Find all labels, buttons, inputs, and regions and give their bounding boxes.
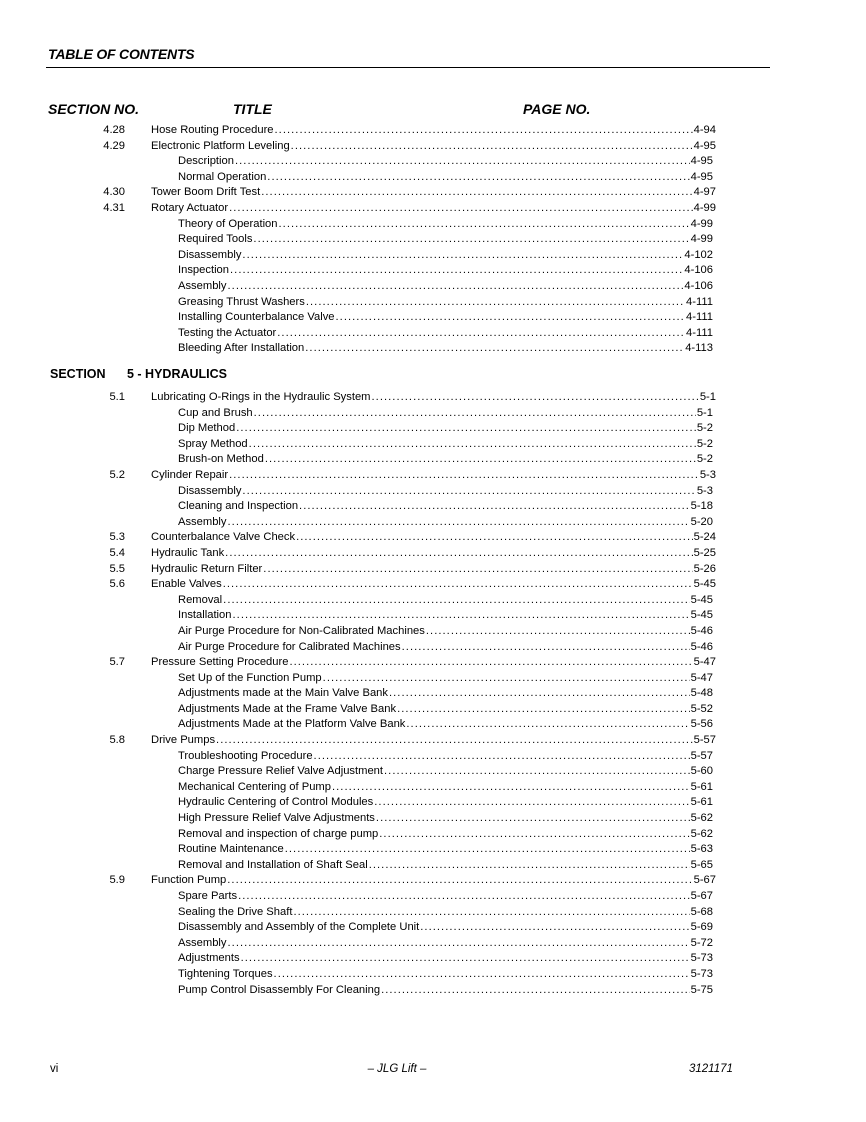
toc-entry-title: Theory of Operation bbox=[178, 217, 278, 230]
toc-dot-leader bbox=[299, 499, 690, 515]
toc-entry-line bbox=[178, 341, 713, 357]
toc-entry-page: 5-1 bbox=[696, 406, 713, 419]
toc-entry[interactable] bbox=[0, 983, 866, 999]
toc-entry-number: 5.5 bbox=[109, 562, 125, 575]
toc-entry[interactable] bbox=[0, 123, 866, 139]
toc-entry-line bbox=[178, 263, 713, 279]
toc-entry-title: Dip Method bbox=[178, 422, 236, 435]
toc-entry-title: Pressure Setting Procedure bbox=[151, 656, 289, 669]
header-rule bbox=[46, 67, 770, 68]
toc-entry[interactable] bbox=[0, 780, 866, 796]
toc-entry-page: 5-52 bbox=[690, 702, 713, 715]
toc-dot-leader bbox=[254, 406, 696, 422]
toc-entry-title: Enable Valves bbox=[151, 578, 222, 591]
toc-entry-title: Cylinder Repair bbox=[151, 468, 229, 481]
toc-entry-title: Inspection bbox=[178, 264, 229, 277]
footer-page-number: vi bbox=[50, 1063, 59, 1075]
toc-entry[interactable] bbox=[0, 232, 866, 248]
toc-entry-title: High Pressure Relief Valve Adjustments bbox=[178, 812, 375, 825]
toc-entry[interactable] bbox=[0, 326, 866, 342]
toc-entry-page: 5-24 bbox=[693, 531, 716, 544]
toc-dot-leader bbox=[369, 858, 690, 874]
footer-document-number: 3121171 bbox=[689, 1063, 733, 1075]
toc-dot-leader bbox=[216, 733, 693, 749]
toc-entry-line bbox=[178, 232, 713, 248]
toc-entry-page: 5-2 bbox=[696, 437, 713, 450]
toc-entry[interactable] bbox=[0, 295, 866, 311]
toc-entry-number: 4.30 bbox=[103, 186, 125, 199]
toc-entry-page: 5-18 bbox=[690, 500, 713, 513]
toc-entry[interactable] bbox=[0, 889, 866, 905]
toc-entry-page: 5-45 bbox=[690, 593, 713, 606]
toc-dot-leader bbox=[267, 170, 689, 186]
toc-dot-leader bbox=[291, 139, 693, 155]
toc-entry[interactable] bbox=[0, 279, 866, 295]
toc-dot-leader bbox=[236, 421, 696, 437]
toc-entry-page: 5-60 bbox=[690, 765, 713, 778]
toc-entry-number: 5.9 bbox=[109, 874, 125, 887]
toc-entry-page: 4-111 bbox=[686, 326, 713, 339]
toc-entry-page: 5-20 bbox=[690, 515, 713, 528]
toc-entry-line bbox=[178, 795, 713, 811]
toc-entry[interactable] bbox=[0, 702, 866, 718]
toc-entry-page: 5-57 bbox=[693, 734, 716, 747]
toc-dot-leader bbox=[426, 624, 690, 640]
toc-dot-leader bbox=[227, 873, 692, 889]
toc-entry[interactable] bbox=[0, 562, 866, 578]
toc-dot-leader bbox=[238, 889, 690, 905]
toc-entry-page: 5-57 bbox=[690, 749, 713, 762]
toc-entry[interactable] bbox=[0, 593, 866, 609]
toc-entry-page: 4-106 bbox=[684, 279, 713, 292]
toc-entry-page: 4-95 bbox=[690, 170, 713, 183]
toc-entry-number: 5.1 bbox=[109, 391, 125, 403]
toc-dot-leader bbox=[228, 936, 690, 952]
toc-dot-leader bbox=[293, 905, 689, 921]
toc-entry[interactable] bbox=[0, 936, 866, 952]
toc-dot-leader bbox=[306, 295, 685, 311]
toc-dot-leader bbox=[277, 326, 685, 342]
toc-dot-leader bbox=[235, 154, 690, 170]
toc-dot-leader bbox=[389, 686, 690, 702]
toc-dot-leader bbox=[253, 232, 689, 248]
toc-entry[interactable] bbox=[0, 686, 866, 702]
toc-entry-line bbox=[178, 842, 713, 858]
toc-entry-line bbox=[178, 515, 713, 531]
toc-entry-page: 5-1 bbox=[699, 391, 716, 403]
toc-dot-leader bbox=[274, 967, 690, 983]
page-header-title: TABLE OF CONTENTS bbox=[48, 46, 195, 62]
toc-entry-title: Lubricating O-Rings in the Hydraulic System bbox=[151, 391, 371, 403]
toc-entry-page: 4-99 bbox=[693, 201, 716, 214]
toc-entry-line bbox=[151, 390, 716, 406]
toc-entry-page: 5-73 bbox=[690, 967, 713, 980]
toc-entry-line bbox=[178, 499, 713, 515]
toc-entry[interactable] bbox=[0, 248, 866, 264]
toc-entry-title: Tightening Torques bbox=[178, 967, 273, 980]
toc-entry-page: 4-94 bbox=[693, 124, 716, 136]
toc-entry-page: 4-99 bbox=[690, 233, 713, 246]
toc-entry-title: Hydraulic Tank bbox=[151, 546, 225, 559]
toc-entry-page: 5-46 bbox=[690, 640, 713, 653]
toc-entry-page: 5-2 bbox=[696, 453, 713, 466]
toc-entry-line bbox=[151, 123, 716, 139]
toc-entry[interactable] bbox=[0, 499, 866, 515]
toc-dot-leader bbox=[332, 780, 690, 796]
toc-entry-line bbox=[178, 437, 713, 453]
toc-entry-page: 5-75 bbox=[690, 983, 713, 996]
toc-entry[interactable] bbox=[0, 905, 866, 921]
toc-entry[interactable] bbox=[0, 437, 866, 453]
toc-dot-leader bbox=[249, 437, 696, 453]
toc-entry-title: Cleaning and Inspection bbox=[178, 500, 299, 513]
toc-entry[interactable] bbox=[0, 655, 866, 671]
toc-entry[interactable] bbox=[0, 608, 866, 624]
toc-entry[interactable] bbox=[0, 390, 866, 406]
toc-entry-title: Required Tools bbox=[178, 233, 253, 246]
toc-dot-leader bbox=[381, 983, 690, 999]
toc-entry-line bbox=[178, 764, 713, 780]
toc-dot-leader bbox=[265, 452, 696, 468]
toc-entry-number: 4.28 bbox=[103, 124, 125, 136]
toc-entry-line bbox=[151, 201, 716, 217]
toc-entry-line bbox=[178, 780, 713, 796]
toc-entry-title: Installation bbox=[178, 609, 232, 622]
toc-list-section-4 bbox=[0, 123, 866, 357]
toc-dot-leader bbox=[223, 577, 693, 593]
toc-entry-page: 4-99 bbox=[690, 217, 713, 230]
toc-entry-title: Drive Pumps bbox=[151, 734, 216, 747]
toc-entry-title: Spare Parts bbox=[178, 890, 238, 902]
toc-entry-line bbox=[178, 295, 713, 311]
toc-entry-title: Brush-on Method bbox=[178, 453, 264, 466]
toc-entry-title: Troubleshooting Procedure bbox=[178, 749, 313, 762]
toc-entry-title: Disassembly and Assembly of the Complete Unit bbox=[178, 921, 420, 934]
toc-entry-title: Assembly bbox=[178, 515, 227, 528]
toc-entry[interactable] bbox=[0, 640, 866, 656]
toc-dot-leader bbox=[372, 390, 699, 406]
toc-entry[interactable] bbox=[0, 967, 866, 983]
toc-dot-leader bbox=[285, 842, 690, 858]
toc-dot-leader bbox=[233, 608, 690, 624]
toc-dot-leader bbox=[275, 123, 693, 139]
toc-entry-line bbox=[151, 873, 716, 889]
toc-dot-leader bbox=[229, 468, 699, 484]
toc-dot-leader bbox=[384, 764, 690, 780]
column-heading-section: SECTION NO. bbox=[48, 101, 140, 117]
toc-entry-page: 5-26 bbox=[693, 562, 716, 575]
toc-entry-page: 5-48 bbox=[690, 687, 713, 700]
toc-entry-line bbox=[178, 858, 713, 874]
toc-entry[interactable] bbox=[0, 341, 866, 357]
toc-entry[interactable] bbox=[0, 421, 866, 437]
toc-entry-page: 5-62 bbox=[690, 812, 713, 825]
toc-entry-line bbox=[178, 326, 713, 342]
column-heading-title: TITLE bbox=[233, 101, 272, 117]
toc-dot-leader bbox=[305, 341, 684, 357]
toc-entry-page: 4-106 bbox=[684, 264, 713, 277]
toc-entry[interactable] bbox=[0, 577, 866, 593]
toc-entry-title: Removal and inspection of charge pump bbox=[178, 827, 379, 840]
toc-entry-page: 4-111 bbox=[686, 295, 713, 308]
toc-entry[interactable] bbox=[0, 873, 866, 889]
toc-entry-title: Hose Routing Procedure bbox=[151, 124, 274, 136]
toc-entry-page: 4-95 bbox=[690, 155, 713, 168]
toc-entry-title: Mechanical Centering of Pump bbox=[178, 780, 331, 793]
toc-entry-line bbox=[178, 811, 713, 827]
toc-dot-leader bbox=[376, 811, 690, 827]
toc-entry-line bbox=[178, 936, 713, 952]
toc-entry-page: 5-3 bbox=[696, 484, 713, 497]
toc-dot-leader bbox=[228, 515, 690, 531]
toc-entry-line bbox=[178, 310, 713, 326]
toc-entry-page: 4-113 bbox=[685, 342, 713, 355]
toc-entry-line bbox=[178, 827, 713, 843]
toc-entry-title: Adjustments made at the Main Valve Bank bbox=[178, 687, 388, 700]
toc-entry-line bbox=[178, 406, 713, 422]
toc-entry-line bbox=[151, 546, 716, 562]
toc-entry-page: 5-46 bbox=[690, 624, 713, 637]
toc-entry[interactable] bbox=[0, 624, 866, 640]
toc-dot-leader bbox=[228, 279, 684, 295]
toc-entry[interactable] bbox=[0, 842, 866, 858]
toc-entry-title: Electronic Platform Leveling bbox=[151, 139, 290, 152]
toc-entry-line bbox=[151, 655, 716, 671]
toc-dot-leader bbox=[336, 310, 686, 326]
toc-entry-page: 5-67 bbox=[690, 890, 713, 902]
toc-entry-title: Rotary Actuator bbox=[151, 201, 229, 214]
toc-entry-line bbox=[151, 185, 716, 201]
toc-entry-title: Disassembly bbox=[178, 484, 242, 497]
toc-entry-title: Tower Boom Drift Test bbox=[151, 186, 261, 199]
toc-entry-line bbox=[178, 983, 713, 999]
toc-entry-title: Hydraulic Centering of Control Modules bbox=[178, 796, 374, 809]
toc-entry[interactable] bbox=[0, 310, 866, 326]
toc-entry-title: Adjustments bbox=[178, 952, 240, 965]
toc-dot-leader bbox=[230, 263, 683, 279]
toc-entry-title: Air Purge Procedure for Calibrated Machines bbox=[178, 640, 401, 653]
toc-entry-page: 5-45 bbox=[693, 578, 716, 591]
toc-entry-title: Description bbox=[178, 155, 234, 168]
toc-entry-title: Testing the Actuator bbox=[178, 326, 277, 339]
toc-entry[interactable] bbox=[0, 263, 866, 279]
toc-entry-page: 4-111 bbox=[686, 311, 713, 324]
toc-entry-line bbox=[151, 530, 716, 546]
toc-dot-leader bbox=[263, 562, 692, 578]
toc-entry-line bbox=[151, 562, 716, 578]
toc-entry-title: Removal and Installation of Shaft Seal bbox=[178, 858, 368, 871]
toc-entry-line bbox=[178, 920, 713, 936]
toc-entry[interactable] bbox=[0, 951, 866, 967]
toc-entry-title: Function Pump bbox=[151, 874, 227, 887]
toc-entry-title: Air Purge Procedure for Non-Calibrated Machines bbox=[178, 624, 425, 637]
toc-entry-line bbox=[178, 967, 713, 983]
toc-entry[interactable] bbox=[0, 733, 866, 749]
toc-entry[interactable] bbox=[0, 749, 866, 765]
toc-entry[interactable] bbox=[0, 717, 866, 733]
toc-entry-page: 5-3 bbox=[699, 468, 716, 481]
toc-entry-title: Normal Operation bbox=[178, 170, 267, 183]
toc-entry-page: 4-97 bbox=[693, 186, 716, 199]
toc-entry-page: 5-47 bbox=[693, 656, 716, 669]
toc-entry-title: Hydraulic Return Filter bbox=[151, 562, 263, 575]
toc-entry[interactable] bbox=[0, 920, 866, 936]
toc-dot-leader bbox=[323, 671, 690, 687]
toc-entry-page: 5-69 bbox=[690, 921, 713, 934]
toc-entry-title: Charge Pressure Relief Valve Adjustment bbox=[178, 765, 383, 778]
toc-dot-leader bbox=[241, 951, 690, 967]
toc-entry-line bbox=[178, 624, 713, 640]
toc-entry-line bbox=[178, 905, 713, 921]
toc-entry[interactable] bbox=[0, 795, 866, 811]
toc-dot-leader bbox=[289, 655, 692, 671]
toc-dot-leader bbox=[406, 717, 689, 733]
toc-entry-page: 5-47 bbox=[690, 671, 713, 684]
toc-dot-leader bbox=[261, 185, 692, 201]
section-heading-title: 5 - HYDRAULICS bbox=[127, 367, 228, 381]
toc-entry-title: Cup and Brush bbox=[178, 406, 253, 419]
toc-entry-page: 5-62 bbox=[690, 827, 713, 840]
toc-entry-page: 5-72 bbox=[690, 936, 713, 949]
toc-entry-page: 5-67 bbox=[693, 874, 716, 887]
toc-entry-line bbox=[178, 686, 713, 702]
toc-entry[interactable] bbox=[0, 546, 866, 562]
toc-entry[interactable] bbox=[0, 170, 866, 186]
toc-entry-number: 5.6 bbox=[109, 578, 125, 591]
section-heading bbox=[50, 367, 227, 381]
toc-entry-line bbox=[178, 702, 713, 718]
toc-entry-number: 5.7 bbox=[109, 656, 125, 669]
toc-entry[interactable] bbox=[0, 858, 866, 874]
toc-entry-line bbox=[151, 733, 716, 749]
toc-entry-page: 5-73 bbox=[690, 952, 713, 965]
toc-entry-page: 5-2 bbox=[696, 422, 713, 435]
toc-entry-title: Adjustments Made at the Platform Valve Bank bbox=[178, 718, 406, 731]
toc-entry-line bbox=[178, 717, 713, 733]
toc-dot-leader bbox=[397, 702, 690, 718]
toc-entry-line bbox=[178, 608, 713, 624]
toc-entry[interactable] bbox=[0, 515, 866, 531]
toc-entry-line bbox=[178, 593, 713, 609]
toc-entry-title: Set Up of the Function Pump bbox=[178, 671, 322, 684]
toc-dot-leader bbox=[374, 795, 689, 811]
toc-entry[interactable] bbox=[0, 452, 866, 468]
toc-entry-title: Sealing the Drive Shaft bbox=[178, 905, 293, 918]
toc-entry[interactable] bbox=[0, 484, 866, 500]
toc-entry[interactable] bbox=[0, 217, 866, 233]
toc-entry-line bbox=[178, 484, 713, 500]
toc-dot-leader bbox=[225, 546, 692, 562]
toc-entry-title: Pump Control Disassembly For Cleaning bbox=[178, 983, 381, 996]
toc-entry-title: Removal bbox=[178, 593, 223, 606]
toc-entry-line bbox=[178, 170, 713, 186]
toc-entry-title: Assembly bbox=[178, 279, 227, 292]
toc-dot-leader bbox=[279, 217, 690, 233]
toc-entry-title: Bleeding After Installation bbox=[178, 342, 305, 355]
toc-entry[interactable] bbox=[0, 154, 866, 170]
toc-entry-title: Counterbalance Valve Check bbox=[151, 531, 296, 544]
toc-entry-title: Disassembly bbox=[178, 248, 242, 261]
toc-dot-leader bbox=[242, 248, 683, 264]
toc-entry-number: 5.4 bbox=[109, 546, 125, 559]
toc-dot-leader bbox=[379, 827, 689, 843]
toc-entry[interactable] bbox=[0, 139, 866, 155]
toc-entry-line bbox=[178, 951, 713, 967]
toc-entry-page: 5-25 bbox=[693, 546, 716, 559]
toc-entry-title: Spray Method bbox=[178, 437, 248, 450]
toc-entry-line bbox=[178, 889, 713, 905]
toc-dot-leader bbox=[223, 593, 689, 609]
toc-entry-line bbox=[178, 671, 713, 687]
column-heading-page: PAGE NO. bbox=[523, 101, 591, 117]
toc-dot-leader bbox=[402, 640, 690, 656]
toc-entry[interactable] bbox=[0, 827, 866, 843]
toc-entry[interactable] bbox=[0, 468, 866, 484]
toc-entry-page: 5-56 bbox=[690, 718, 713, 731]
section-heading-label: SECTION bbox=[50, 367, 106, 381]
toc-entry-line bbox=[178, 154, 713, 170]
toc-entry[interactable] bbox=[0, 406, 866, 422]
toc-entry-title: Routine Maintenance bbox=[178, 843, 284, 856]
toc-entry-page: 5-61 bbox=[690, 780, 713, 793]
toc-entry[interactable] bbox=[0, 811, 866, 827]
toc-entry-page: 5-65 bbox=[690, 858, 713, 871]
toc-entry-line bbox=[151, 468, 716, 484]
toc-entry-line bbox=[178, 248, 713, 264]
toc-dot-leader bbox=[314, 749, 690, 765]
toc-entry-page: 5-45 bbox=[690, 609, 713, 622]
toc-entry-line bbox=[178, 640, 713, 656]
toc-entry-line bbox=[151, 577, 716, 593]
toc-entry-page: 4-95 bbox=[693, 139, 716, 152]
toc-entry-number: 5.8 bbox=[109, 734, 125, 747]
toc-entry-line bbox=[178, 279, 713, 295]
toc-entry-line bbox=[178, 452, 713, 468]
toc-dot-leader bbox=[229, 201, 692, 217]
toc-entry[interactable] bbox=[0, 185, 866, 201]
toc-entry-page: 5-61 bbox=[690, 796, 713, 809]
toc-entry[interactable] bbox=[0, 201, 866, 217]
toc-entry-number: 4.29 bbox=[103, 139, 125, 152]
toc-list-section-5 bbox=[0, 390, 866, 998]
toc-entry-number: 5.2 bbox=[109, 468, 125, 481]
toc-entry-title: Assembly bbox=[178, 936, 227, 949]
toc-entry-title: Adjustments Made at the Frame Valve Bank bbox=[178, 702, 397, 715]
toc-entry-number: 5.3 bbox=[109, 531, 125, 544]
toc-dot-leader bbox=[242, 484, 695, 500]
toc-entry[interactable] bbox=[0, 671, 866, 687]
toc-entry-line bbox=[178, 421, 713, 437]
footer-publisher: – JLG Lift – bbox=[367, 1063, 427, 1075]
toc-entry-page: 5-63 bbox=[690, 843, 713, 856]
toc-entry-number: 4.31 bbox=[103, 201, 125, 214]
toc-entry-title: Greasing Thrust Washers bbox=[178, 295, 305, 308]
toc-entry[interactable] bbox=[0, 530, 866, 546]
toc-entry-line bbox=[178, 749, 713, 765]
toc-entry-page: 5-68 bbox=[690, 905, 713, 918]
toc-entry-title: Installing Counterbalance Valve bbox=[178, 311, 335, 324]
toc-entry[interactable] bbox=[0, 764, 866, 780]
toc-entry-page: 4-102 bbox=[684, 248, 713, 261]
toc-entry-line bbox=[151, 139, 716, 155]
toc-dot-leader bbox=[296, 530, 693, 546]
toc-dot-leader bbox=[420, 920, 689, 936]
toc-entry-line bbox=[178, 217, 713, 233]
